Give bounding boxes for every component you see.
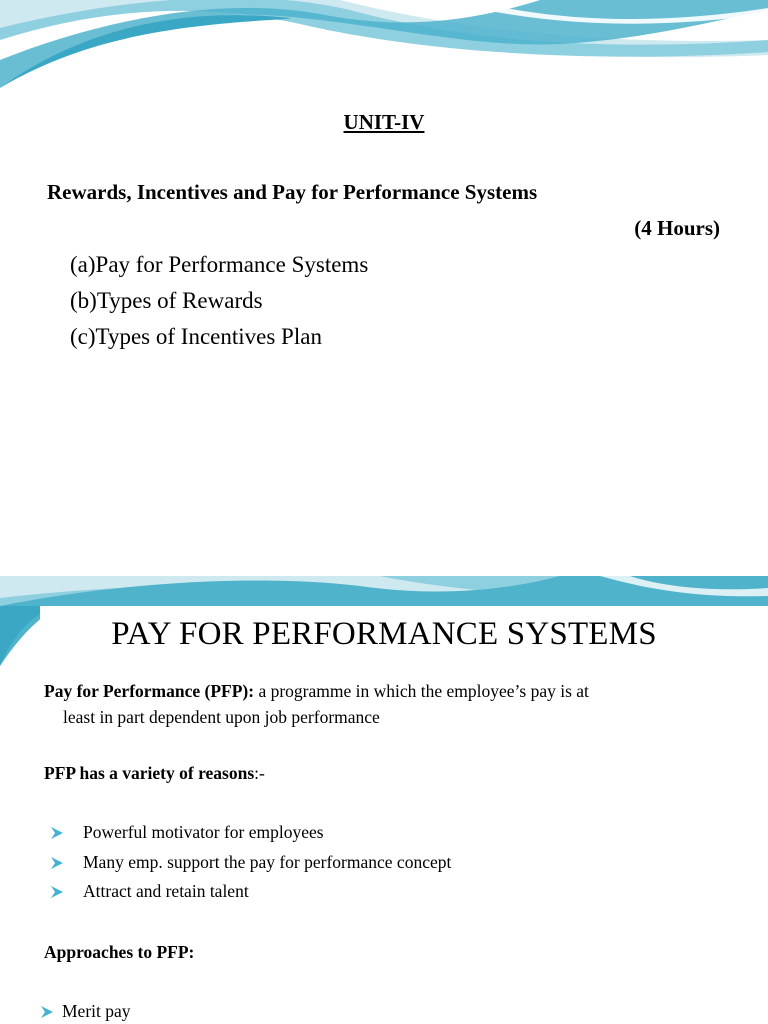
list-item [50,822,324,843]
reasons-label-text: PFP has a variety of reasons [44,763,255,783]
list-item [50,881,249,902]
arrow-bullet-icon [50,885,64,899]
reason-text: Powerful motivator for employees [83,822,324,842]
reasons-label-suffix: :- [254,763,265,783]
topic-item: (c)Types of Incentives Plan [70,324,322,349]
definition-text-continued: least in part dependent upon job performance [63,707,380,727]
definition-text: a programme in which the employee’s pay is at [254,681,589,701]
topic-item: (b)Types of Rewards [70,288,263,313]
arrow-bullet-icon [40,1005,54,1019]
arrow-bullet-icon [50,856,64,870]
approach-text: Merit pay [62,1001,131,1021]
reasons-label [44,763,265,784]
reason-text: Attract and retain talent [83,881,249,901]
slide-title: PAY FOR PERFORMANCE SYSTEMS [111,616,657,652]
pfp-definition [44,678,720,730]
arrow-bullet-icon [50,826,64,840]
unit-heading: Rewards, Incentives and Pay for Performance Systems [47,180,538,204]
list-item [40,1001,131,1022]
list-item [50,852,451,873]
unit-title: UNIT-IV [343,110,425,134]
header-swoosh-decoration [0,0,768,100]
unit-hours: (4 Hours) [634,216,720,240]
slide-pay-for-performance [0,576,768,1024]
definition-term: Pay for Performance (PFP): [44,681,255,701]
reason-text: Many emp. support the pay for performance concept [83,852,452,872]
topic-item: (a)Pay for Performance Systems [70,252,369,277]
approaches-label: Approaches to PFP: [44,942,195,962]
